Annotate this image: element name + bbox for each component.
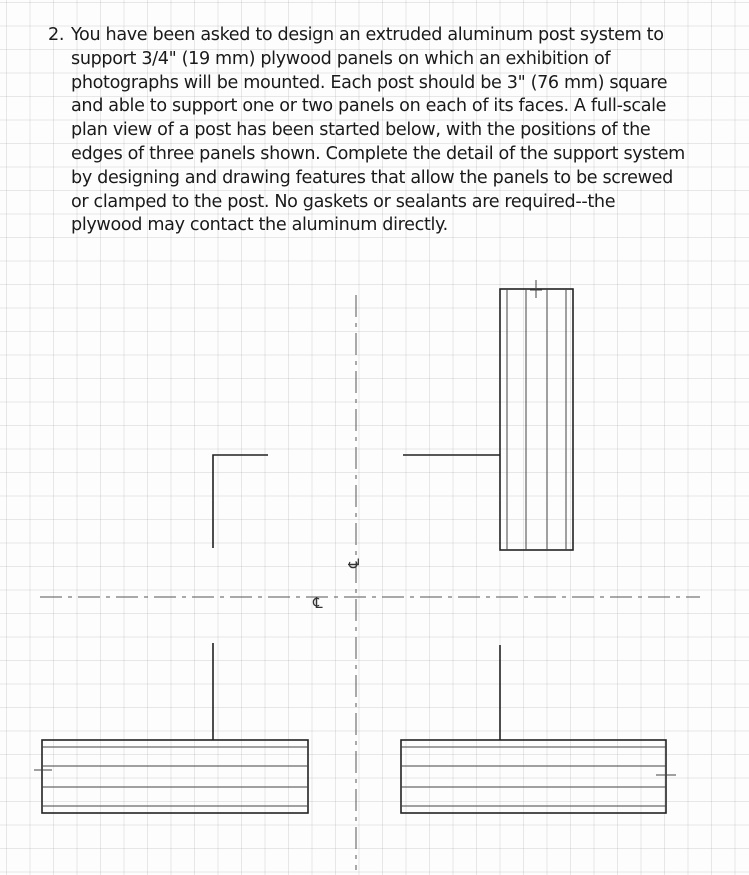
centerline-label-horizontal: ℄	[313, 594, 323, 612]
problem-text: You have been asked to design an extruded aluminum post system to support 3/4" (19 mm) plywood panels on which an exhibition of photographs will be mounted. Each post should be 3" (76 mm) square and able to support one or two panels on each of its faces. A full-scale plan view of a post has been started below, with the positions of the edges of three panels shown. Complete the detail of the support system by designing and drawing features that allow the panels to be screwed or clamped to the post. No gaskets or sealants are required--the plywood may contact the aluminum directly.	[71, 25, 685, 236]
problem-number: 2.	[48, 25, 65, 45]
plywood-panel-top	[500, 280, 573, 550]
centerline-label-vertical: ℄	[345, 558, 363, 568]
plywood-panel-bottom-right	[401, 740, 676, 813]
post-corner-upper-left	[213, 455, 268, 548]
plywood-panel-bottom-left	[34, 740, 308, 813]
